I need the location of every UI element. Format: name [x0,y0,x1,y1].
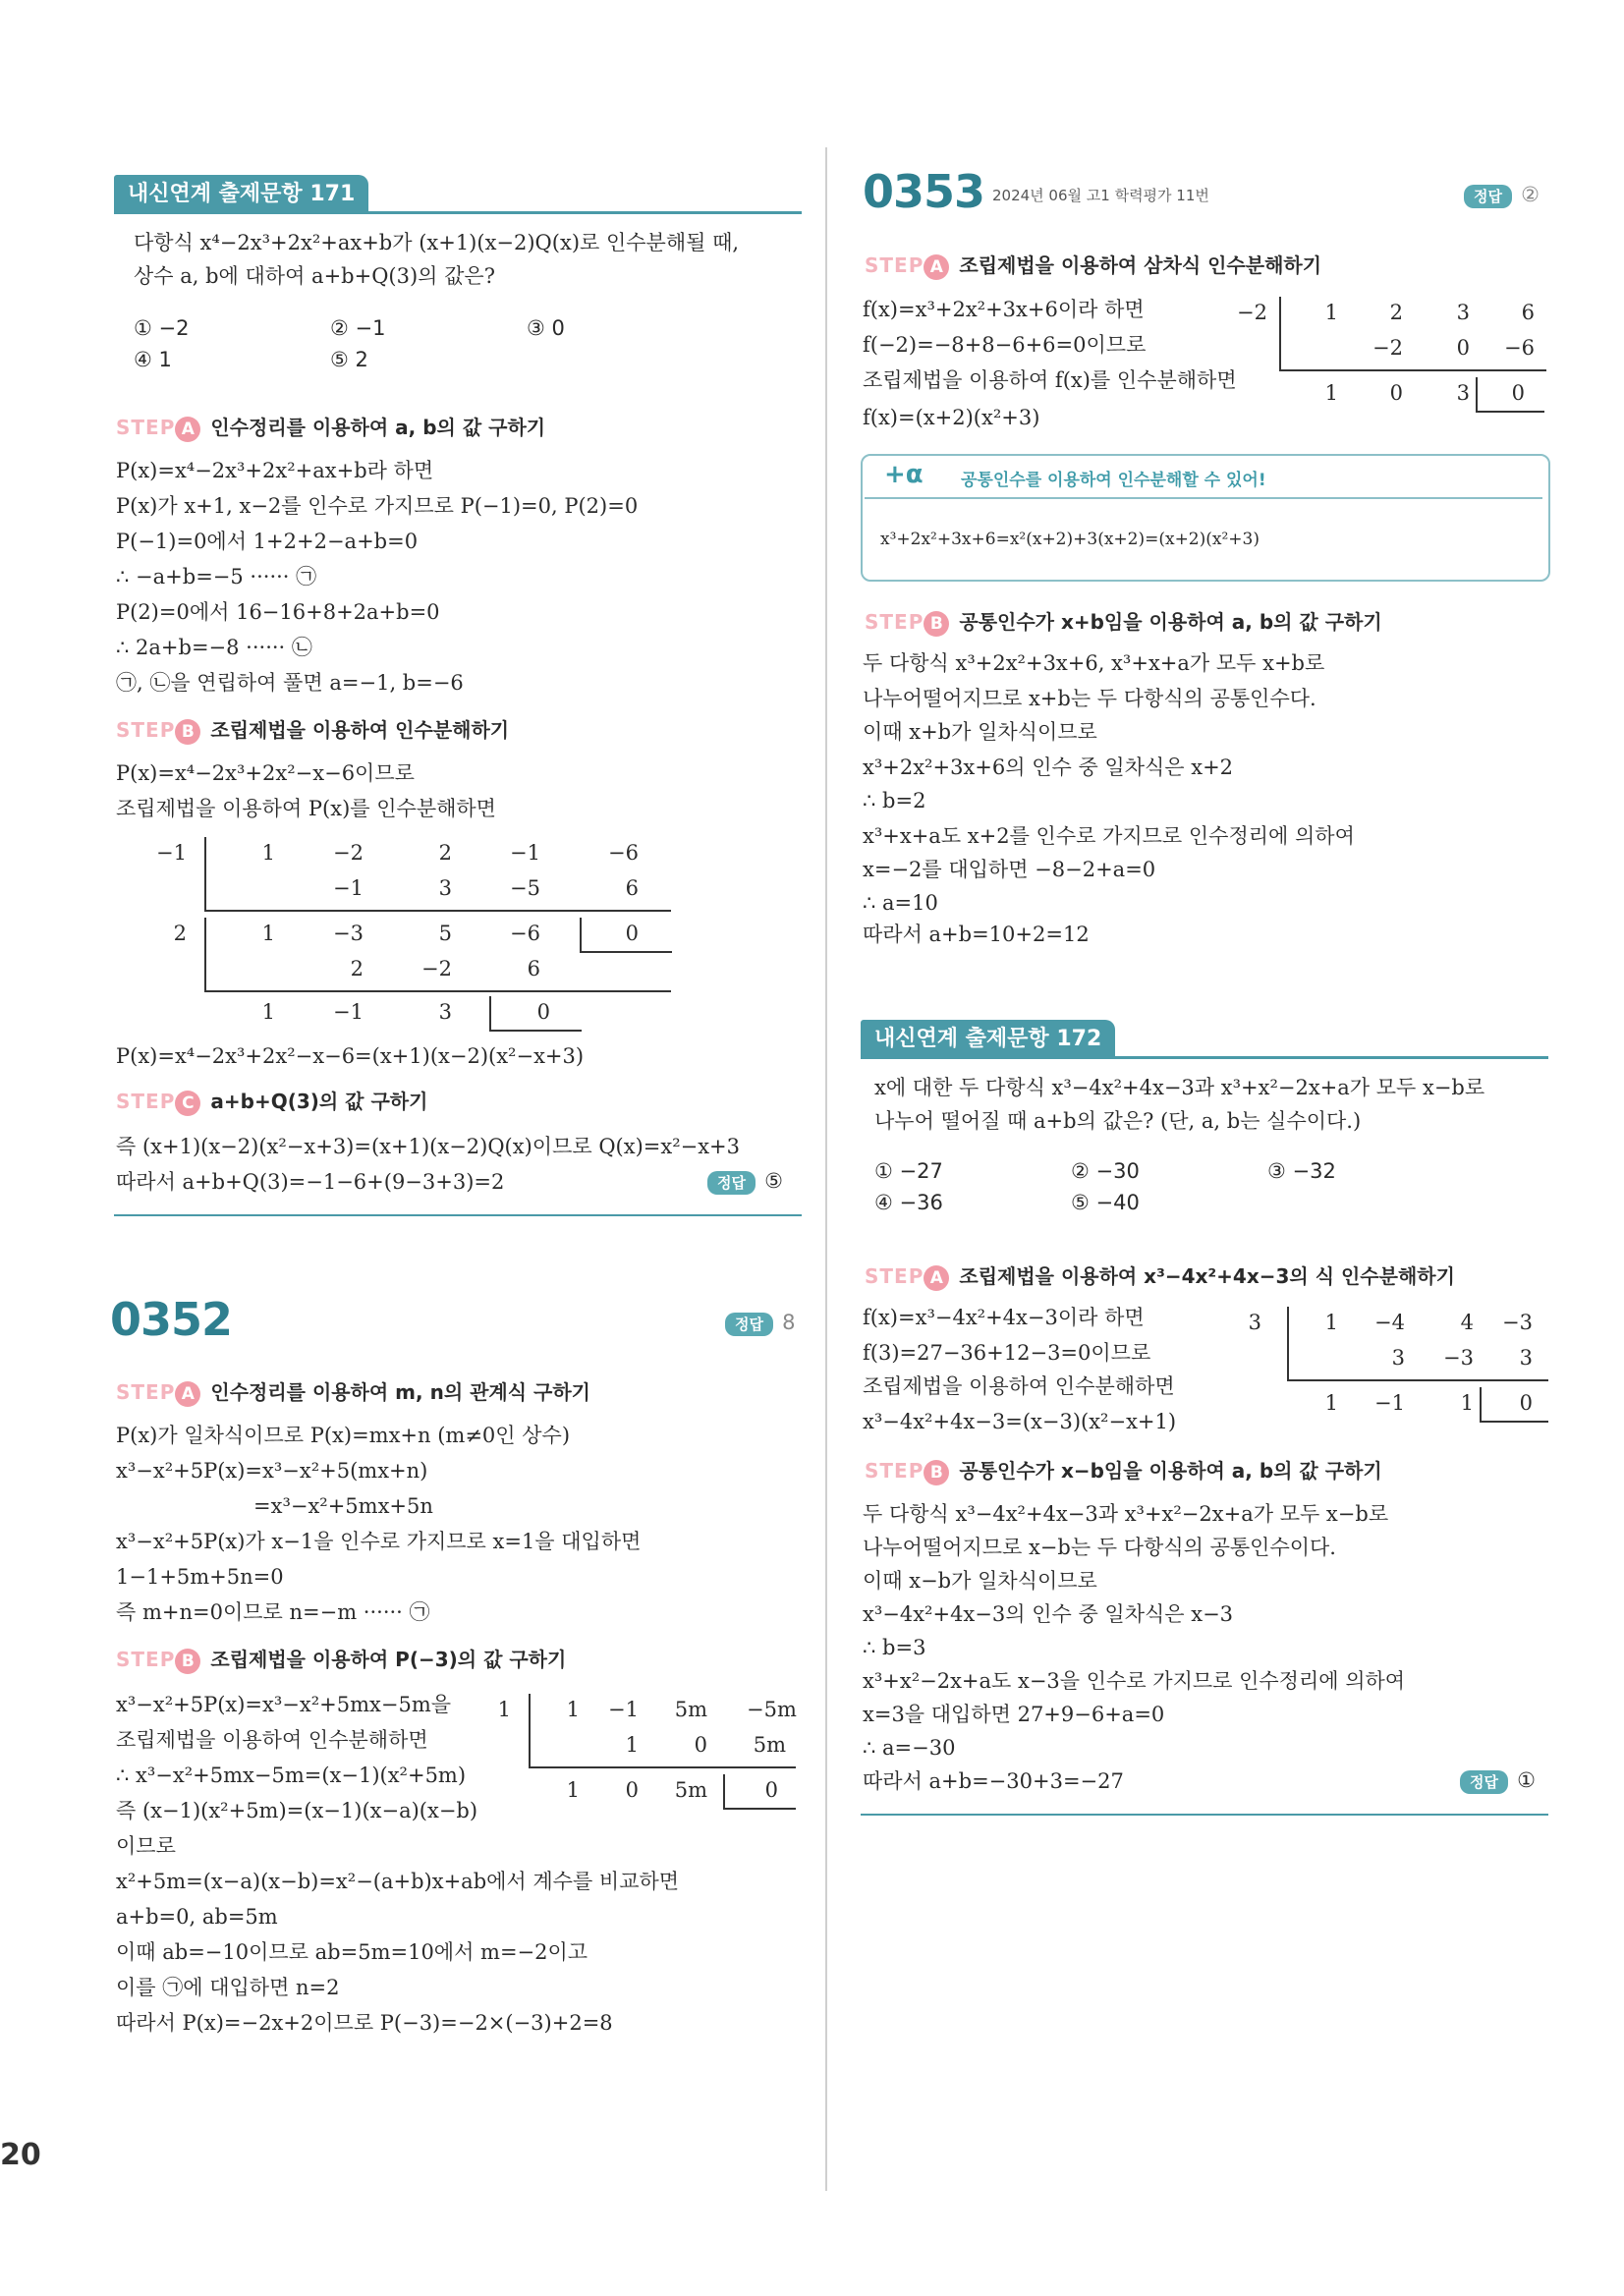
q172-stepB-heading [865,1456,1382,1485]
q353-stepB-heading [865,607,1382,637]
q352-b-line: x²+5m=(x−a)(x−b)=x²−(a+b)x+ab에서 계수를 비교하면 [116,1870,680,1893]
q353-a-line: f(x)=x³+2x²+3x+6이라 하면 [863,298,1145,321]
step-letter-badge: C [175,1091,200,1116]
q172-b-line: 이때 x−b가 일차식이므로 [863,1569,1097,1593]
coef: −6 [608,841,639,865]
page-number: 20 [0,2138,41,2172]
cell: 1 [566,1778,580,1802]
cell: 3 [438,876,452,900]
synth-hline [204,910,671,912]
q353-a-line: f(−2)=−8+8−6+6=0이므로 [863,333,1147,357]
q352-stepA-heading [116,1377,590,1407]
cell: 2 [350,957,364,980]
q171-header [114,175,802,214]
divisor: 2 [173,922,187,945]
q171-choice-3[interactable]: ③ 0 [527,316,565,340]
q172-stem-line2: 나누어 떨어질 때 a+b의 값은? (단, a, b는 실수이다.) [874,1109,1362,1133]
cell: 6 [527,957,540,980]
q172-choice-4[interactable]: ④ −36 [874,1191,943,1214]
q353-b-line: 나누어떨어지므로 x+b는 두 다항식의 공통인수다. [863,687,1316,710]
alpha-tag: +α [884,460,924,489]
q172-b-line: x=3을 대입하면 27+9−6+a=0 [863,1703,1165,1726]
q172-header [861,1020,1548,1059]
cell: −6 [1504,336,1535,360]
cell: −1 [333,1000,364,1024]
coef: 1 [566,1698,580,1721]
q172-choice-1[interactable]: ① −27 [874,1159,943,1183]
q353-b-line: 두 다항식 x³+2x²+3x+6, x³+x+a가 모두 x+b로 [863,651,1325,675]
coef: −1 [608,1698,639,1721]
cell: 1 [625,1733,639,1757]
q353-b-line: 이때 x+b가 일차식이므로 [863,720,1097,744]
synth-remainder-hline [489,1030,582,1032]
step-letter-badge: A [924,1265,949,1291]
step-label: STEP [116,1648,176,1671]
q172-header-rule [861,1056,1548,1059]
q353-a-line: 조립제법을 이용하여 f(x)를 인수분해하면 [863,368,1237,392]
step-letter-badge: B [175,719,200,745]
cell: 3 [1391,1346,1405,1370]
q172-synthetic-division [1228,1311,1552,1419]
q171-choice-2[interactable]: ② −1 [330,316,386,340]
divisor: 1 [497,1698,511,1721]
q171-choice-4[interactable]: ④ 1 [134,348,172,371]
q352-b-line: 이므로 [116,1834,176,1858]
cell: 5m [674,1778,707,1802]
q171-factor-line: P(x)=x⁴−2x³+2x²−x−6=(x+1)(x−2)(x²−x+3) [116,1044,585,1068]
q172-tag: 내신연계 출제문항 172 [861,1020,1115,1059]
step-letter-badge: A [175,1381,200,1407]
q353-synthetic-division [1228,301,1552,409]
cell: 1 [1324,381,1338,405]
q352-b-line: a+b=0, ab=5m [116,1905,278,1929]
step-label: STEP [865,1264,924,1288]
step-label: STEP [116,1380,176,1404]
alpha-title: 공통인수를 이용하여 인수분해할 수 있어! [961,471,1266,490]
q171-stepA-heading [116,413,545,442]
step-letter-badge: B [924,1460,949,1485]
step-letter-badge: B [175,1649,200,1674]
q353-b-line: ∴ b=2 [863,789,926,812]
cell: 3 [438,1000,452,1024]
divisor: −1 [156,841,187,865]
answer-value: ① [1517,1768,1536,1792]
step-label: STEP [116,718,176,742]
cell: 3 [1519,1346,1533,1370]
cell: −1 [1374,1391,1405,1415]
q172-choice-2[interactable]: ② −30 [1071,1159,1140,1183]
step-label: STEP [865,253,924,277]
synth-remainder-hline [580,951,672,953]
cell: 0 [1511,381,1525,405]
q352-b-line: x³−x²+5P(x)=x³−x²+5mx−5m을 [116,1693,452,1716]
synth-remainder-vline [723,1774,725,1810]
coef: 1 [1324,301,1338,324]
q172-b-line: x³+x²−2x+a도 x−3을 인수로 가지므로 인수정리에 의하여 [863,1669,1406,1693]
answer-badge: 정답 [1460,1770,1508,1794]
q352-a-line: P(x)가 일차식이므로 P(x)=mx+n (m≠0인 상수) [116,1424,571,1447]
coef: −3 [1502,1311,1533,1334]
q171-stem-line1: 다항식 x⁴−2x³+2x²+ax+b가 (x+1)(x−2)Q(x)로 인수분해될 때, [134,231,740,254]
cell: 0 [1456,336,1470,360]
cell: −1 [333,876,364,900]
q352-a-line: 즉 m+n=0이므로 n=−m ······ ㉠ [116,1600,430,1624]
cell: 6 [625,876,639,900]
q172-answer [1460,1768,1536,1794]
q172-stepB-title: 공통인수가 x−b임을 이용하여 a, b의 값 구하기 [959,1459,1382,1483]
cell: 1 [261,1000,275,1024]
synth-remainder-vline [1480,1387,1482,1423]
answer-value: 8 [782,1311,796,1334]
q352-b-line: 이때 ab=−10이므로 ab=5m=10에서 m=−2이고 [116,1940,588,1964]
q353-a-line: f(x)=(x+2)(x²+3) [863,406,1040,429]
step-label: STEP [116,416,176,439]
coef: −5m [747,1698,797,1721]
synth-hline [1279,369,1546,371]
synth-vline [204,918,206,992]
q353-stepA-heading [865,251,1321,280]
synth-hline [529,1766,796,1768]
q171-a-line: P(2)=0에서 16−16+8+2a+b=0 [116,600,440,624]
q172-stepA-heading [865,1261,1455,1291]
cell: −6 [510,922,540,945]
answer-badge: 정답 [725,1313,773,1336]
q353-number: 0353 [863,165,985,218]
cell: 5m [753,1733,786,1757]
synth-remainder-vline [489,996,491,1032]
cell: −3 [333,922,364,945]
cell: 0 [536,1000,550,1024]
divisor: −2 [1237,301,1267,324]
q352-a-line: x³−x²+5P(x)가 x−1을 인수로 가지므로 x=1을 대입하면 [116,1530,642,1553]
q171-synthetic-division [147,841,678,1037]
q172-b-line: ∴ a=−30 [863,1736,956,1760]
q352-b-line: 따라서 P(x)=−2x+2이므로 P(−3)=−2×(−3)+2=8 [116,2011,613,2035]
cell: 1 [1324,1391,1338,1415]
q171-end-rule [114,1214,802,1216]
answer-value: ⑤ [764,1169,783,1193]
cell: 0 [764,1778,778,1802]
coef: 4 [1460,1311,1474,1334]
q352-b-line: 이를 ㉠에 대입하면 n=2 [116,1976,340,1999]
answer-badge: 정답 [1464,185,1512,208]
q172-end-rule [861,1814,1548,1816]
q172-a-line: 조립제법을 이용하여 인수분해하면 [863,1374,1175,1398]
q352-a-line: 1−1+5m+5n=0 [116,1565,284,1589]
coef: 6 [1521,301,1535,324]
q171-stepC-heading [116,1087,427,1116]
coef: 2 [1389,301,1403,324]
q172-a-line: f(3)=27−36+12−3=0이므로 [863,1341,1151,1365]
q353-b-line: x=−2를 대입하면 −8−2+a=0 [863,858,1156,881]
column-divider [825,147,827,2191]
q171-tag: 내신연계 출제문항 171 [114,175,368,214]
step-label: STEP [116,1090,176,1113]
q352-a-line: =x³−x²+5mx+5n [253,1494,433,1518]
step-label: STEP [865,1459,924,1483]
q353-stepA-title: 조립제법을 이용하여 삼차식 인수분해하기 [959,253,1322,277]
q171-answer [707,1169,783,1195]
q172-a-line: x³−4x²+4x−3=(x−3)(x²−x+1) [863,1410,1177,1433]
q171-a-line: ∴ −a+b=−5 ······ ㉠ [116,565,317,588]
q172-b-line: 나누어떨어지므로 x−b는 두 다항식의 공통인수이다. [863,1536,1336,1559]
cell: −2 [421,957,452,980]
cell: 5 [438,922,452,945]
q172-b-line: x³−4x²+4x−3의 인수 중 일차식은 x−3 [863,1602,1234,1626]
cell: 1 [261,922,275,945]
divisor: 3 [1248,1311,1261,1334]
q171-choice-5[interactable]: ⑤ 2 [330,348,368,371]
q171-choice-1[interactable]: ① −2 [134,316,190,340]
q353-source: 2024년 06월 고1 학력평가 11번 [992,187,1209,204]
cell: 0 [625,922,639,945]
q172-choice-3[interactable]: ③ −32 [1267,1159,1336,1183]
q352-b-line: 조립제법을 이용하여 인수분해하면 [116,1728,428,1752]
coef: 1 [1324,1311,1338,1334]
q352-stepA-title: 인수정리를 이용하여 m, n의 관계식 구하기 [210,1380,590,1404]
synth-remainder-hline [723,1808,796,1810]
q171-a-line: P(−1)=0에서 1+2+2−a+b=0 [116,530,419,553]
step-label: STEP [865,610,924,634]
alpha-divider [865,497,1542,499]
q171-a-line: P(x)=x⁴−2x³+2x²+ax+b라 하면 [116,459,434,482]
q171-b-line: 조립제법을 이용하여 P(x)를 인수분해하면 [116,797,496,820]
q352-answer [725,1311,795,1336]
q171-a-line: P(x)가 x+1, x−2를 인수로 가지므로 P(−1)=0, P(2)=0 [116,494,639,518]
cell: −2 [1372,336,1403,360]
q352-b-line: 즉 (x−1)(x²+5m)=(x−1)(x−a)(x−b) [116,1799,478,1822]
cell: 0 [694,1733,707,1757]
coef: 3 [1456,301,1470,324]
q171-a-line: ∴ 2a+b=−8 ······ ㉡ [116,636,312,659]
synth-hline [204,990,671,992]
q171-a-line: ㉠, ㉡을 연립하여 풀면 a=−1, b=−6 [116,671,464,695]
alpha-body: x³+2x²+3x+6=x²(x+2)+3(x+2)=(x+2)(x²+3) [880,530,1260,549]
q171-stepB-title: 조립제법을 이용하여 인수분해하기 [210,718,510,742]
synth-vline [529,1694,531,1768]
coef: 1 [261,841,275,865]
q352-stepB-heading [116,1645,566,1674]
answer-value: ② [1521,183,1540,206]
q171-stepC-title: a+b+Q(3)의 값 구하기 [210,1090,428,1113]
q171-header-rule [114,211,802,214]
q353-stepB-title: 공통인수가 x+b임을 이용하여 a, b의 값 구하기 [959,610,1382,634]
synth-remainder-vline [580,918,582,953]
q353-b-line: 따라서 a+b=10+2=12 [863,923,1090,946]
cell: −5 [510,876,540,900]
synth-vline [204,837,206,912]
q172-choice-5[interactable]: ⑤ −40 [1071,1191,1140,1214]
q171-stem-line2: 상수 a, b에 대하여 a+b+Q(3)의 값은? [134,264,495,288]
q353-b-line: ∴ a=10 [863,891,938,915]
q171-stepA-title: 인수정리를 이용하여 a, b의 값 구하기 [210,416,546,439]
cell: −3 [1443,1346,1474,1370]
q352-number: 0352 [110,1293,233,1346]
answer-badge: 정답 [707,1171,756,1195]
cell: 0 [1389,381,1403,405]
q353-b-line: x³+x+a도 x+2를 인수로 가지므로 인수정리에 의하여 [863,824,1355,848]
synth-remainder-vline [1476,377,1478,413]
q171-b-line: P(x)=x⁴−2x³+2x²−x−6이므로 [116,761,415,785]
q352-b-line: ∴ x³−x²+5mx−5m=(x−1)(x²+5m) [116,1764,467,1787]
coef: 2 [438,841,452,865]
coef: 5m [674,1698,707,1721]
q352-stepB-title: 조립제법을 이용하여 P(−3)의 값 구하기 [210,1648,567,1671]
q172-stem-line1: x에 대한 두 다항식 x³−4x²+4x−3과 x³+x²−2x+a가 모두 x−b로 [874,1076,1485,1099]
cell: 0 [625,1778,639,1802]
q172-a-line: f(x)=x³−4x²+4x−3이라 하면 [863,1306,1145,1329]
synth-remainder-hline [1476,411,1544,413]
q353-b-line: x³+2x²+3x+6의 인수 중 일차식은 x+2 [863,756,1234,779]
q172-b-line: 두 다항식 x³−4x²+4x−3과 x³+x²−2x+a가 모두 x−b로 [863,1502,1389,1526]
step-letter-badge: B [924,611,949,637]
q171-c-line: 따라서 a+b+Q(3)=−1−6+(9−3+3)=2 [116,1170,505,1194]
q171-c-line: 즉 (x+1)(x−2)(x²−x+3)=(x+1)(x−2)Q(x)이므로 Q(x)=x²−x+3 [116,1135,741,1158]
cell: 0 [1519,1391,1533,1415]
step-letter-badge: A [924,254,949,280]
q352-a-line: x³−x²+5P(x)=x³−x²+5(mx+n) [116,1459,428,1483]
q172-stepA-title: 조립제법을 이용하여 x³−4x²+4x−3의 식 인수분해하기 [959,1264,1455,1288]
cell: 1 [1460,1391,1474,1415]
synth-vline [1287,1307,1289,1381]
cell: 3 [1456,381,1470,405]
coef: −1 [510,841,540,865]
coef: −2 [333,841,364,865]
synth-hline [1287,1379,1548,1381]
q171-stepB-heading [116,715,509,745]
synth-remainder-hline [1480,1421,1548,1423]
step-letter-badge: A [175,417,200,442]
coef: −4 [1374,1311,1405,1334]
synth-vline [1279,297,1281,371]
q353-answer [1464,183,1540,208]
q172-b-line: ∴ b=3 [863,1636,926,1659]
q172-b-line: 따라서 a+b=−30+3=−27 [863,1769,1124,1793]
